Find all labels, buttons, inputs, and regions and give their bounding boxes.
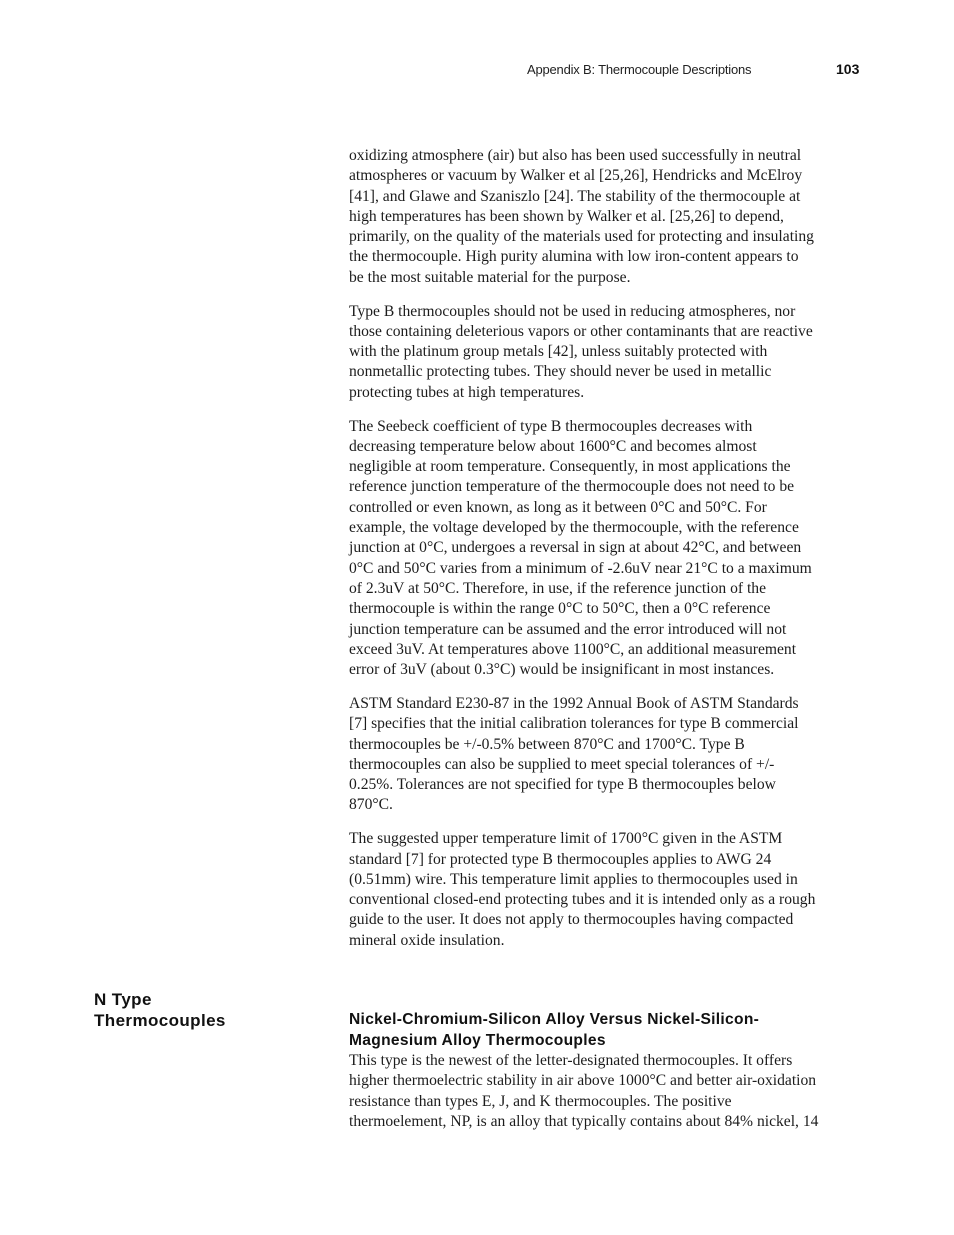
paragraph-oxidizing-atmosphere: oxidizing atmosphere (air) but also has been used successfully in neutral atmospheres or vacuum by Walker et al [25,26], Hendricks and McElroy [41], and Glawe and Szaniszlo [24]. The stability of the thermocouple at high temperatures has been shown by Walker et al. [25,26] to depend, primarily, on the quality of the materials used for protecting and insulating the thermocouple. High purity alumina with low iron-content appears to be the most suitable material for the purpose. (349, 147, 814, 286)
paragraph-astm-tolerances: ASTM Standard E230-87 in the 1992 Annual Book of ASTM Standards [7] specifies that the initial calibration tolerances for type B commercial thermocouples be +/-0.5% between 870°C and 1700°C. Type B thermocouples can also be supplied to meet special tolerances of +/- 0.25%. Tolerances are not specified for type B thermocouples below 870°C. (349, 694, 799, 814)
subsection-heading: Nickel-Chromium-Silicon Alloy Versus Nickel-Silicon- Magnesium Alloy Thermocouples (349, 1011, 760, 1049)
paragraph-upper-temperature-limit: The suggested upper temperature limit of 1700°C given in the ASTM standard [7] for protected type B thermocouples applies to AWG 24 (0.51mm) wire. This temperature limit applies to thermocouples used in conventional closed-end protecting tubes and it is intended only as a rough guide to the user. It does not apply to thermocouples having compacted mineral oxide insulation. (349, 830, 816, 949)
page-number: 103 (836, 61, 860, 77)
section-side-heading: N Type Thermocouples (94, 990, 226, 1030)
paragraph-reducing-atmospheres: Type B thermocouples should not be used in reducing atmospheres, nor those containing deleterious vapors or other contaminants that are reactive with the platinum group metals [42], unless suitably protected with nonmetallic protecting tubes. They should never be used in metallic protecting tubes at high temperatures. (349, 302, 813, 401)
body-text-column (349, 146, 859, 964)
paragraph-seebeck-coefficient: The Seebeck coefficient of type B thermocouples decreases with decreasing temperature below about 1600°C and becomes almost negligible at room temperature. Consequently, in most applications the reference junction temperature of the thermocouple does not need to be controlled or even known, as long as it between 0°C and 50°C. For example, the voltage developed by the thermocouple, with the reference junction at 0°C, undergoes a reversal in sign at about 42°C, and between 0°C and 50°C varies from a minimum of -2.6uV near 21°C to a maximum of 2.3uV at 50°C. Therefore, in use, if the reference junction of the thermocouple is within the range 0°C to 50°C, then a 0°C reference junction temperature can be assumed and the error introduced will not exceed 3uV. At temperatures above 1100°C, an additional measurement error of 3uV (about 0.3°C) would be insignificant in most instances. (349, 417, 812, 679)
running-head-title: Appendix B: Thermocouple Descriptions (527, 62, 752, 77)
paragraph-n-type-intro: This type is the newest of the letter-designated thermocouples. It offers higher thermoelectric stability in air above 1000°C and better air-oxidation resistance than types E, J, and K thermocouples. The positive thermoelement, NP, is an alloy that typically contains about 84% nickel, 14 (349, 1052, 819, 1130)
n-type-subsection (349, 1010, 859, 1132)
